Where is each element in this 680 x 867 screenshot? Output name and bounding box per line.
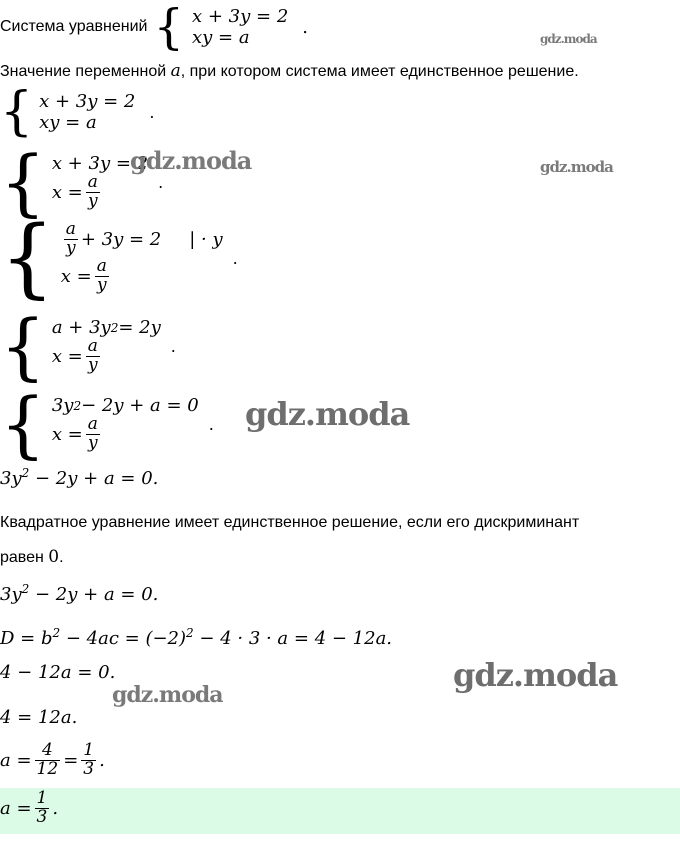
step-2-dot: . (158, 172, 164, 192)
fraction: $\frac{1}{3}$ (36, 788, 48, 827)
step-1-system (0, 82, 155, 142)
fraction: $\frac{1}{3}$ (83, 740, 95, 779)
fraction: $\frac{a}{y}$ (87, 414, 98, 453)
calc-line-2: 4 − 12a = 0. (0, 662, 116, 683)
watermark: gdz.moda (112, 682, 223, 708)
header-dot: . (302, 16, 309, 38)
discriminant-line: $D = b^2 - 4ac = (-2)^2 - 4 \cdot 3 \cdot a = 4 - 12a$. (0, 626, 393, 649)
brace-icon: { (0, 140, 46, 224)
step-1-dot: . (149, 102, 155, 122)
header-line (0, 0, 308, 54)
brace-icon: { (0, 304, 46, 388)
step-4-system (0, 304, 176, 388)
step-6-equation: $3y^2 - 2y + a = 0$. (0, 466, 159, 489)
step-3-dot: . (232, 248, 238, 268)
calc-line-3: 4 = 12a. (0, 707, 78, 728)
header-label: Система уравнений (0, 18, 148, 35)
calc-a-fraction: a = $\frac{4}{12}$ = $\frac{1}{3}$ . (0, 740, 105, 779)
step-5-system (0, 382, 214, 466)
explanation-line-1: Квадратное уравнение имеет единственное решение, если его дискриминант (0, 514, 580, 531)
step-4-eq1: a + 3y 2 = 2y (51, 317, 161, 339)
step-3-eq2: x = $\frac{a}{y}$ (60, 256, 107, 295)
calc-equation: $3y^2 - 2y + a = 0$. (0, 582, 159, 605)
watermark: gdz.moda (130, 146, 252, 175)
step-4-eq2: x = $\frac{a}{y}$ (51, 336, 98, 375)
fraction: $\frac{a}{y}$ (87, 336, 98, 375)
fraction: $\frac{4}{12}$ (36, 740, 59, 779)
step-4-dot: . (170, 336, 176, 356)
answer-line: a = $\frac{1}{3}$ . (0, 788, 59, 827)
brace-icon: { (0, 208, 55, 308)
fraction: $\frac{a}{y}$ (65, 219, 76, 259)
step-3-eq1: $\frac{a}{y}$ + 3y = 2 | · y (65, 219, 223, 259)
step-5-dot: . (208, 414, 214, 434)
step-1-eq2: xy = a (39, 112, 97, 133)
brace-icon: { (153, 0, 184, 55)
question-var: a (170, 61, 181, 81)
header-eq2: xy = a (192, 27, 250, 48)
watermark: gdz.moda (245, 395, 410, 433)
header-system (192, 6, 288, 48)
fraction: $\frac{a}{y}$ (96, 256, 107, 295)
step-1-eq1: x + 3y = 2 (39, 91, 136, 112)
watermark: gdz.moda (540, 32, 597, 46)
step-5-eq2: x = $\frac{a}{y}$ (51, 414, 98, 453)
step-5-eq1: 3y 2 − 2y + a = 0 (51, 395, 199, 417)
watermark: gdz.moda (453, 656, 618, 694)
explanation-line-2: равен 0. (0, 547, 64, 567)
multiplier: | · y (189, 229, 223, 251)
watermark: gdz.moda (540, 158, 613, 176)
step-2-eq1: x + 3y = 2 (51, 153, 149, 175)
answer-highlight (0, 788, 680, 834)
brace-icon: { (0, 382, 46, 466)
step-2-eq2: x = $\frac{a}{y}$ (51, 172, 98, 211)
fraction: $\frac{a}{y}$ (87, 172, 98, 211)
header-eq1: x + 3y = 2 (192, 6, 289, 27)
step-3-system (0, 208, 238, 308)
zero-value: 0 (48, 547, 60, 567)
question-text: Значение переменной a, при котором система имеет единственное решение. (0, 61, 579, 81)
brace-icon: { (0, 82, 34, 142)
